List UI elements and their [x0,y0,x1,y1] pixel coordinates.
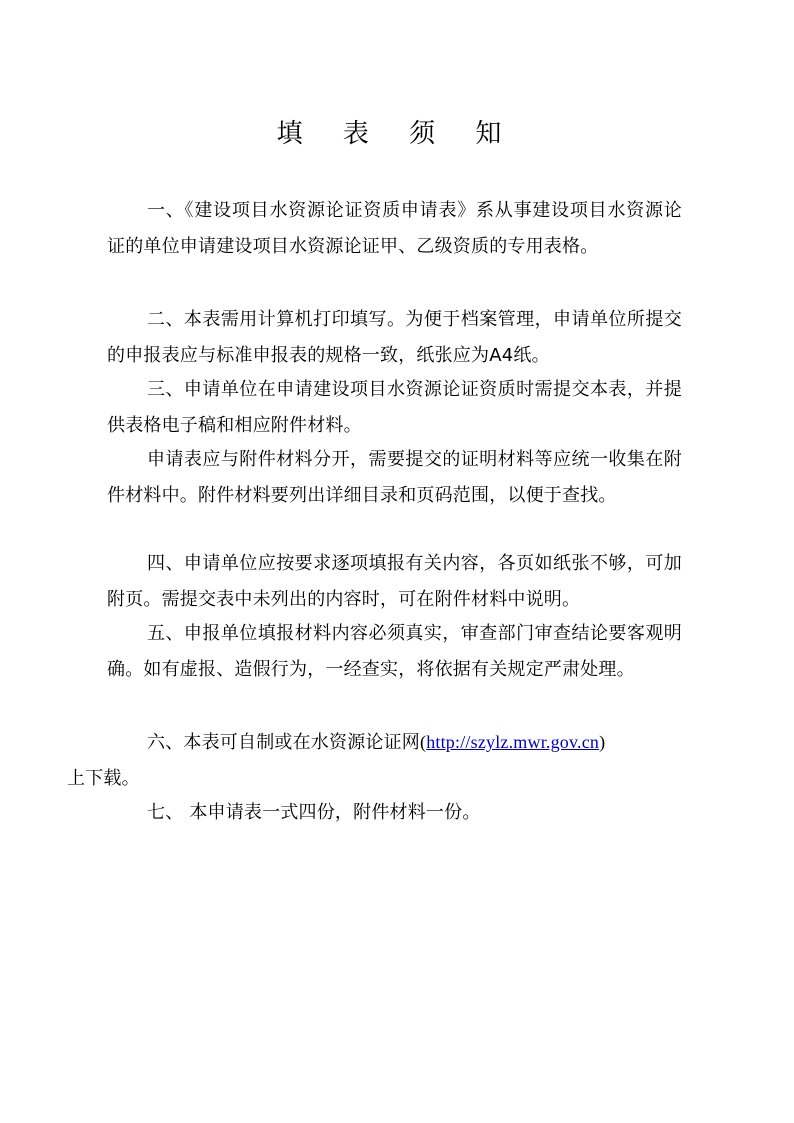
instruction-paragraph-4: 申请表应与附件材料分开，需要提交的证明材料等应统一收集在附件材料中。附件材料要列出详细目录和页码范围，以便于查找。 [107,449,682,506]
instruction-paragraph-6: 五、申报单位填报材料内容必须真实，审查部门审查结论要客观明确。如有虚报、造假行为，一经查实，将依据有关规定严肃处理。 [107,623,682,680]
instruction-paragraph-8: 七、 本申请表一式四份，附件材料一份。 [147,802,481,823]
instruction-paragraph-5: 四、申请单位应按要求逐项填报有关内容，各页如纸张不够，可加附页。需提交表中未列出的内容时，可在附件材料中说明。 [107,553,682,610]
instruction-paragraph-1: 一、《建设项目水资源论证资质申请表》系从事建设项目水资源论证的单位申请建设项目水资源论证甲、乙级资质的专用表格。 [107,200,682,257]
link-open-paren: ( [420,732,427,752]
paragraph-7-tail: 上下载。 [67,767,140,789]
instruction-paragraph-7 [67,725,682,796]
paragraph-7-text: 六、本表可自制或在水资源论证网 [147,732,420,753]
instruction-paragraph-2: 二、本表需用计算机打印填写。为便于档案管理，申请单位所提交的申报表应与标准申报表的规格一致，纸张应为A4纸。 [107,309,682,366]
website-link[interactable]: http://szylz.mwr.gov.cn [426,732,600,752]
page-title: 填 表 须 知 [276,119,518,149]
link-close-paren: ) [599,732,606,752]
instruction-paragraph-3: 三、申请单位在申请建设项目水资源论证资质时需提交本表，并提供表格电子稿和相应附件材料。 [107,379,682,436]
